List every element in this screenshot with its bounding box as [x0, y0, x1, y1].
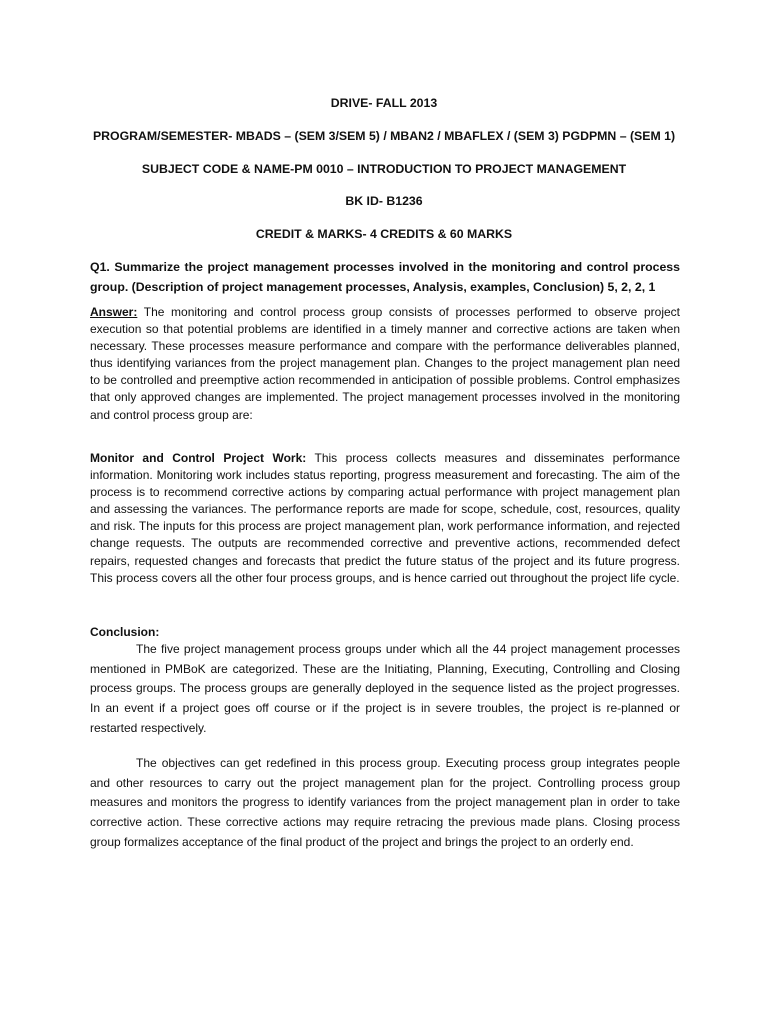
monitor-text: This process collects measures and disseminates performance information. Monitoring work includes status reporting, progress measurement and forecasting. The aim of the process is to recommend corrective actions by comparing actual performance with project management plan and assessing the variances. The performance reports are made for scope, schedule, cost, resources, quality and risk. The inputs for this process are project management plan, work performance information, and rejected change requests. The outputs are recommended corrective and preventive actions, recommended defect repairs, requested changes and forecasts that predict the future status of the project and its future progress. This process covers all the other four process groups, and is hence carried out throughout the project life cycle. [90, 451, 680, 585]
answer-text: The monitoring and control process group consists of processes performed to observe project execution so that potential problems are identified in a timely manner and corrective actions are taken when necessary. These processes measure performance and compare with the performance deliverables planned, thus identifying variances from the project management plan. Changes to the project management plan need to be controlled and preemptive action recommended in anticipation of possible problems. Control emphasizes that only approved changes are implemented. The project management processes involved in the monitoring and control process group are: [90, 305, 680, 422]
monitor-label: Monitor and Control Project Work: [90, 451, 307, 465]
subject-line: SUBJECT CODE & NAME-PM 0010 – INTRODUCTION TO PROJECT MANAGEMENT [141, 162, 627, 176]
answer-label: Answer: [90, 305, 138, 319]
conclusion-heading: Conclusion: [90, 625, 160, 639]
conclusion-paragraph-1: The five project management process groups under which all the 44 project management processes mentioned in PMBoK are categorized. These are the Initiating, Planning, Executing, Controlling and Closing process groups. The process groups are generally deployed in the sequence listed as the project progresses. In an event if a project goes off course or if the project is in severe troubles, the project is re-planned or restarted respectively. [90, 642, 680, 735]
bk-id-line: BK ID- B1236 [345, 194, 423, 208]
answer-paragraph [90, 304, 680, 424]
conclusion-paragraph-2: The objectives can get redefined in this process group. Executing process group integrates people and other resources to carry out the project management plan for the project. Controlling process group measures and monitors the progress to identify variances from the project management plan in order to take corrective action. These corrective actions may require retracing the previous made plans. Closing process group formalizes acceptance of the final product of the project and brings the project to an orderly end. [90, 756, 680, 849]
question-text: Q1. Summarize the project management processes involved in the monitoring and control process group. (Description of project management processes, Analysis, examples, Conclusion) 5, 2, 2, 1 [90, 260, 680, 294]
drive-title: DRIVE- FALL 2013 [330, 96, 438, 110]
monitor-paragraph [90, 450, 680, 587]
program-line: PROGRAM/SEMESTER- MBADS – (SEM 3/SEM 5) / MBAN2 / MBAFLEX / (SEM 3) PGDPMN – (SEM 1) [92, 129, 676, 143]
credit-marks-line: CREDIT & MARKS- 4 CREDITS & 60 MARKS [255, 227, 513, 241]
